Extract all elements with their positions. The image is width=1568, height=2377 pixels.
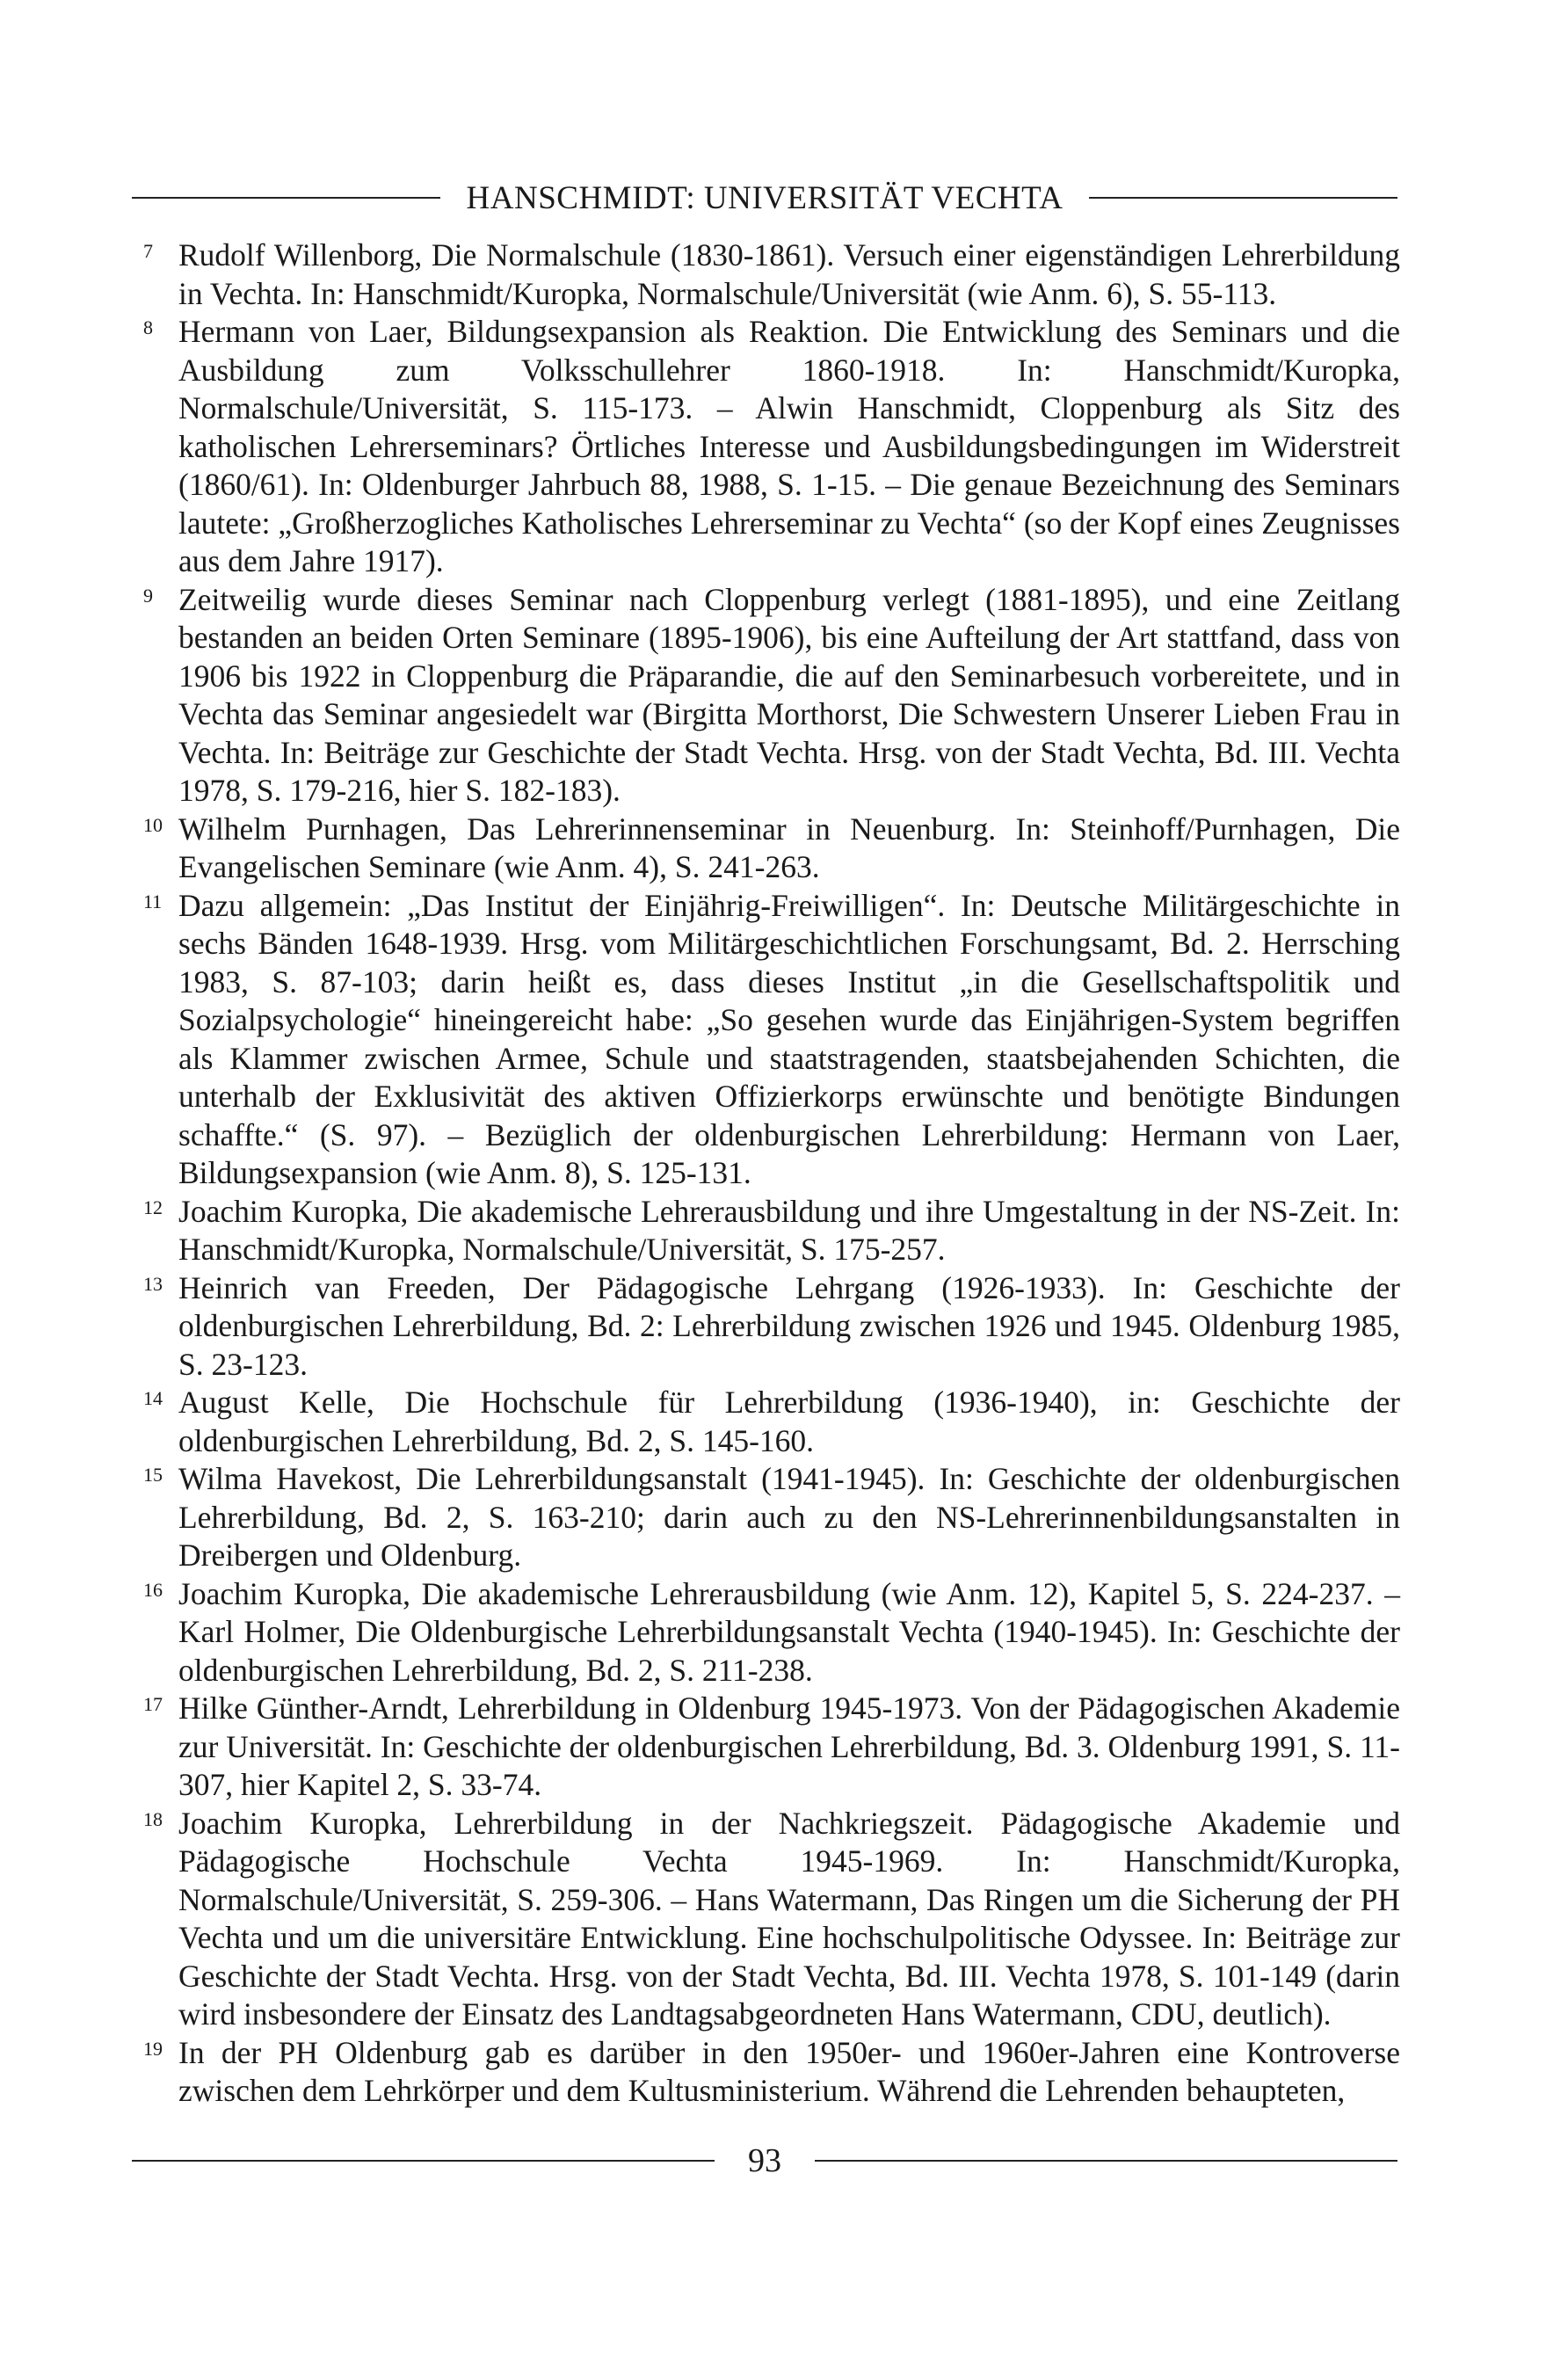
footnote bbox=[143, 1805, 1400, 2034]
footnote-number: 8 bbox=[143, 316, 153, 338]
header-rule-right bbox=[1089, 197, 1397, 199]
footnote bbox=[143, 236, 1400, 313]
footnote-text: Wilhelm Purnhagen, Das Lehrerinnenseminar in Neuenburg. In: Steinhoff/Purnhagen, Die Evangelischen Seminare (wie Anm. 4), S. 241-263. bbox=[178, 811, 1400, 884]
footnote bbox=[143, 1269, 1400, 1385]
footnote bbox=[143, 581, 1400, 811]
footnote-list bbox=[143, 236, 1400, 2111]
footnote-text: Dazu allgemein: „Das Institut der Einjährig-Freiwilligen“. In: Deutsche Militärgeschichte in sechs Bänden 1648-1939. Hrsg. vom Militärgeschichtlichen Forschungsamt, Bd. 2. Herrsching 1983, S. 87-103; darin heißt es, dass dieses Institut „in die Gesellschaftspolitik und Sozialpsychologie“ hineingereicht habe: „So gesehen wurde das Einjährigen-System begriffen als Klammer zwischen Armee, Schule und staatstragenden, staatsbejahenden Schichten, die unterhalb der Exklusivität des aktiven Offizierkorps erwünschte und benötigte Bindungen schaffte.“ (S. 97). – Bezüglich der oldenburgischen Lehrerbildung: Hermann von Laer, Bildungsexpansion (wie Anm. 8), S. 125-131. bbox=[178, 887, 1400, 1190]
footnote-number: 9 bbox=[143, 584, 153, 607]
footnote-text: Joachim Kuropka, Lehrerbildung in der Nachkriegszeit. Pädagogische Akademie und Pädagogische Hochschule Vechta 1945-1969. In: Hanschmidt/Kuropka, Normalschule/Universität, S. 259-306. – Hans Watermann, Das Ringen um die Sicherung der PH Vechta und um die universitäre Entwicklung. Eine hochschulpolitische Odyssee. In: Beiträge zur Geschichte der Stadt Vechta. Hrsg. von der Stadt Vechta, Bd. III. Vechta 1978, S. 101-149 (darin wird insbesondere der Einsatz des Landtagsabgeordneten Hans Watermann, CDU, deutlich). bbox=[178, 1805, 1400, 2032]
footnote-text: Heinrich van Freeden, Der Pädagogische Lehrgang (1926-1933). In: Geschichte der oldenburgischen Lehrerbildung, Bd. 2: Lehrerbildung zwischen 1926 und 1945. Oldenburg 1985, S. 23-123. bbox=[178, 1269, 1400, 1382]
footnote bbox=[143, 1690, 1400, 1805]
footnote-number: 18 bbox=[143, 1807, 163, 1830]
footer-rule-right bbox=[815, 2160, 1397, 2162]
footnote bbox=[143, 1384, 1400, 1460]
running-title: HANSCHMIDT: UNIVERSITÄT VECHTA bbox=[466, 179, 1063, 216]
page-footer bbox=[132, 2134, 1397, 2187]
footnote bbox=[143, 313, 1400, 581]
footnote-number: 15 bbox=[143, 1464, 163, 1486]
footnote-number: 10 bbox=[143, 813, 163, 836]
footnote-text: August Kelle, Die Hochschule für Lehrerbildung (1936-1940), in: Geschichte der oldenburgischen Lehrerbildung, Bd. 2, S. 145-160. bbox=[178, 1385, 1400, 1458]
footnote-text: Rudolf Willenborg, Die Normalschule (1830-1861). Versuch einer eigenständigen Lehrerbildung in Vechta. In: Hanschmidt/Kuropka, Normalschule/Universität (wie Anm. 6), S. 55-113. bbox=[178, 237, 1400, 311]
footnote-number: 16 bbox=[143, 1578, 163, 1601]
footnote-number: 14 bbox=[143, 1387, 163, 1409]
header-rule-left bbox=[132, 197, 440, 199]
page-number: 93 bbox=[748, 2142, 781, 2179]
footnote-number: 17 bbox=[143, 1693, 163, 1715]
footnote-number: 13 bbox=[143, 1272, 163, 1295]
footnote-number: 7 bbox=[143, 240, 153, 262]
footer-rule-left bbox=[132, 2160, 715, 2162]
footnote bbox=[143, 1193, 1400, 1269]
footnote-text: Zeitweilig wurde dieses Seminar nach Cloppenburg verlegt (1881-1895), und eine Zeitlang bestanden an beiden Orten Seminare (1895-1906), bis eine Aufteilung der Art stattfand, dass von 1906 bis 1922 in Cloppenburg die Präparandie, die auf den Seminarbesuch vorbereitete, und in Vechta das Seminar angesiedelt war (Birgitta Morthorst, Die Schwestern Unserer Lieben Frau in Vechta. In: Beiträge zur Geschichte der Stadt Vechta. Hrsg. von der Stadt Vechta, Bd. III. Vechta 1978, S. 179-216, hier S. 182-183). bbox=[178, 581, 1400, 808]
footnote bbox=[143, 1575, 1400, 1690]
footnote bbox=[143, 811, 1400, 887]
footnote-text: Joachim Kuropka, Die akademische Lehrerausbildung (wie Anm. 12), Kapitel 5, S. 224-237. – Karl Holmer, Die Oldenburgische Lehrerbildungsanstalt Vechta (1940-1945). In: Geschichte der oldenburgischen Lehrerbildung, Bd. 2, S. 211-238. bbox=[178, 1575, 1400, 1688]
footnote-number: 11 bbox=[143, 890, 163, 912]
footnote-text: Wilma Havekost, Die Lehrerbildungsanstalt (1941-1945). In: Geschichte der oldenburgischen Lehrerbildung, Bd. 2, S. 163-210; darin auch zu den NS-Lehrerinnenbildungsanstalten in Dreibergen und Oldenburg. bbox=[178, 1461, 1400, 1573]
footnote-number: 19 bbox=[143, 2037, 163, 2060]
footnote-text: Joachim Kuropka, Die akademische Lehrerausbildung und ihre Umgestaltung in der NS-Zeit. In: Hanschmidt/Kuropka, Normalschule/Universität, S. 175-257. bbox=[178, 1193, 1400, 1267]
footnote bbox=[143, 2034, 1400, 2111]
footnote-text: In der PH Oldenburg gab es darüber in den 1950er- und 1960er-Jahren eine Kontroverse zwischen dem Lehrkörper und dem Kultusministerium. Während die Lehrenden behaupteten, bbox=[178, 2034, 1400, 2108]
footnote bbox=[143, 887, 1400, 1193]
footnote-number: 12 bbox=[143, 1196, 163, 1218]
footnote bbox=[143, 1460, 1400, 1575]
running-head bbox=[132, 174, 1397, 222]
footnote-text: Hermann von Laer, Bildungsexpansion als Reaktion. Die Entwicklung des Seminars und die Ausbildung zum Volksschullehrer 1860-1918. In: Hanschmidt/Kuropka, Normalschule/Universität, S. 115-173. – Alwin Hanschmidt, Cloppenburg als Sitz des katholischen Lehrerseminars? Örtliches Interesse und Ausbildungsbedingungen im Widerstreit (1860/61). In: Oldenburger Jahrbuch 88, 1988, S. 1-15. – Die genaue Bezeichnung des Seminars lautete: „Großherzogliches Katholisches Lehrerseminar zu Vechta“ (so der Kopf eines Zeugnisses aus dem Jahre 1917). bbox=[178, 314, 1400, 578]
footnote-text: Hilke Günther-Arndt, Lehrerbildung in Oldenburg 1945-1973. Von der Pädagogischen Akademie zur Universität. In: Geschichte der oldenburgischen Lehrerbildung, Bd. 3. Oldenburg 1991, S. 11-307, hier Kapitel 2, S. 33-74. bbox=[178, 1690, 1400, 1802]
